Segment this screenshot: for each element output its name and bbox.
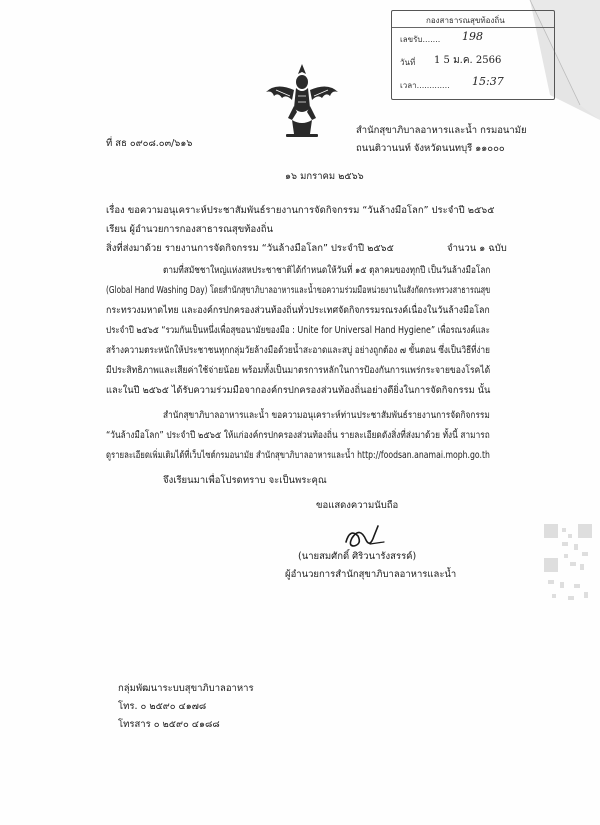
qr-code-bleed [540,520,596,610]
reference-number: ที่ สธ ๐๙๐๘.๐๓/๖๑๖ [106,138,193,149]
body-line: (Global Hand Washing Day) โดยสำนักสุขาภิบาลอาหารและน้ำขอความร่วมมือหน่วยงานในสังกัดกระทรวงสาธารณสุข [106,285,491,296]
body-line: และในปี ๒๕๖๕ ได้รับความร่วมมือจากองค์กรปกครองส่วนท้องถิ่นอย่างดียิ่งในการจัดกิจกรรม นั้น [106,385,491,396]
receiving-stamp [391,10,555,100]
letter-date: ๑๖ มกราคม ๒๕๖๖ [285,171,364,182]
stamp-date-label: วันที่ [400,58,416,67]
body-line: สำนักสุขาภิบาลอาหารและน้ำ ขอความอนุเคราะห์ท่านประชาสัมพันธ์รายงานการจัดกิจกรรม [163,410,490,421]
closing-regards: ขอแสดงความนับถือ [316,500,399,511]
garuda-emblem [262,60,342,140]
stamp-recv-value: 198 [462,30,483,43]
stamp-recv-label: เลขรับ....... [400,35,441,44]
recipient-line: เรียน ผู้อำนวยการกองสาธารณสุขท้องถิ่น [106,224,274,235]
body-line: ดูรายละเอียดเพิ่มเติมได้ที่เว็บไซต์กรมอนามัย สำนักสุขาภิบาลอาหารและน้ำ http://foodsan.anamai.moph.go.th [106,450,490,461]
body-line: กระทรวงมหาดไทย และองค์กรปกครองส่วนท้องถิ่นทั่วประเทศจัดกิจกรรมรณรงค์เนื่องในวันล้างมือโลก [106,305,490,316]
subject-line: เรื่อง ขอความอนุเคราะห์ประชาสัมพันธ์รายงานการจัดกิจกรรม “วันล้างมือโลก” ประจำปี ๒๕๖๕ [106,205,495,216]
closing-request: จึงเรียนมาเพื่อโปรดทราบ จะเป็นพระคุณ [163,475,327,486]
stamp-time-label: เวลา............. [400,81,450,90]
footer-division: กลุ่มพัฒนาระบบสุขาภิบาลอาหาร [118,683,254,694]
signer-title: ผู้อำนวยการสำนักสุขาภิบาลอาหารและน้ำ [285,569,457,580]
signer-name: (นายสมศักดิ์ ศิริวนารังสรรค์) [298,551,417,562]
body-line: สร้างความตระหนักให้ประชาชนทุกกลุ่มวัยล้างมือด้วยน้ำสะอาดและสบู่ อย่างถูกต้อง ๗ ขั้นตอน ซึ่งเป็นวิธีที่ง่าย [106,345,490,356]
body-line: ประจำปี ๒๕๖๕ “รวมกันเป็นหนึ่งเพื่อสุขอนามัยของมือ : Unite for Universal Hand Hygiene” เพื่อรณรงค์และ [106,325,490,336]
stamp-date-value: 1 5 ม.ค. 2566 [434,55,502,66]
footer-telephone: โทร. ๐ ๒๕๙๐ ๔๑๗๘ [118,701,207,712]
body-line: ตามที่สมัชชาใหญ่แห่งสหประชาชาติได้กำหนดให้วันที่ ๑๕ ตุลาคมของทุกปี เป็นวันล้างมือโลก [163,265,491,276]
body-line: “วันล้างมือโลก” ประจำปี ๒๕๖๕ ให้แก่องค์กรปกครองส่วนท้องถิ่น รายละเอียดดังสิ่งที่ส่งมาด้วย ทั้งนี้ สามารถ [106,430,490,441]
stamp-title: กองสาธารณสุขท้องถิ่น [426,16,505,25]
sender-address: ถนนติวานนท์ จังหวัดนนทบุรี ๑๑๐๐๐ [356,143,505,154]
stamp-time-value: 15:37 [472,75,504,88]
sender-organization: สำนักสุขาภิบาลอาหารและน้ำ กรมอนามัย [356,125,527,136]
enclosure-quantity: จำนวน ๑ ฉบับ [447,243,507,254]
body-line: มีประสิทธิภาพและเสียค่าใช้จ่ายน้อย พร้อมทั้งเป็นมาตรการหลักในการป้องกันการแพร่กระจายของโรคได้ [106,365,491,376]
footer-fax: โทรสาร ๐ ๒๕๙๐ ๔๑๘๘ [118,719,220,730]
enclosure-line: สิ่งที่ส่งมาด้วย รายงานการจัดกิจกรรม “วันล้างมือโลก” ประจำปี ๒๕๖๕ [106,243,394,254]
